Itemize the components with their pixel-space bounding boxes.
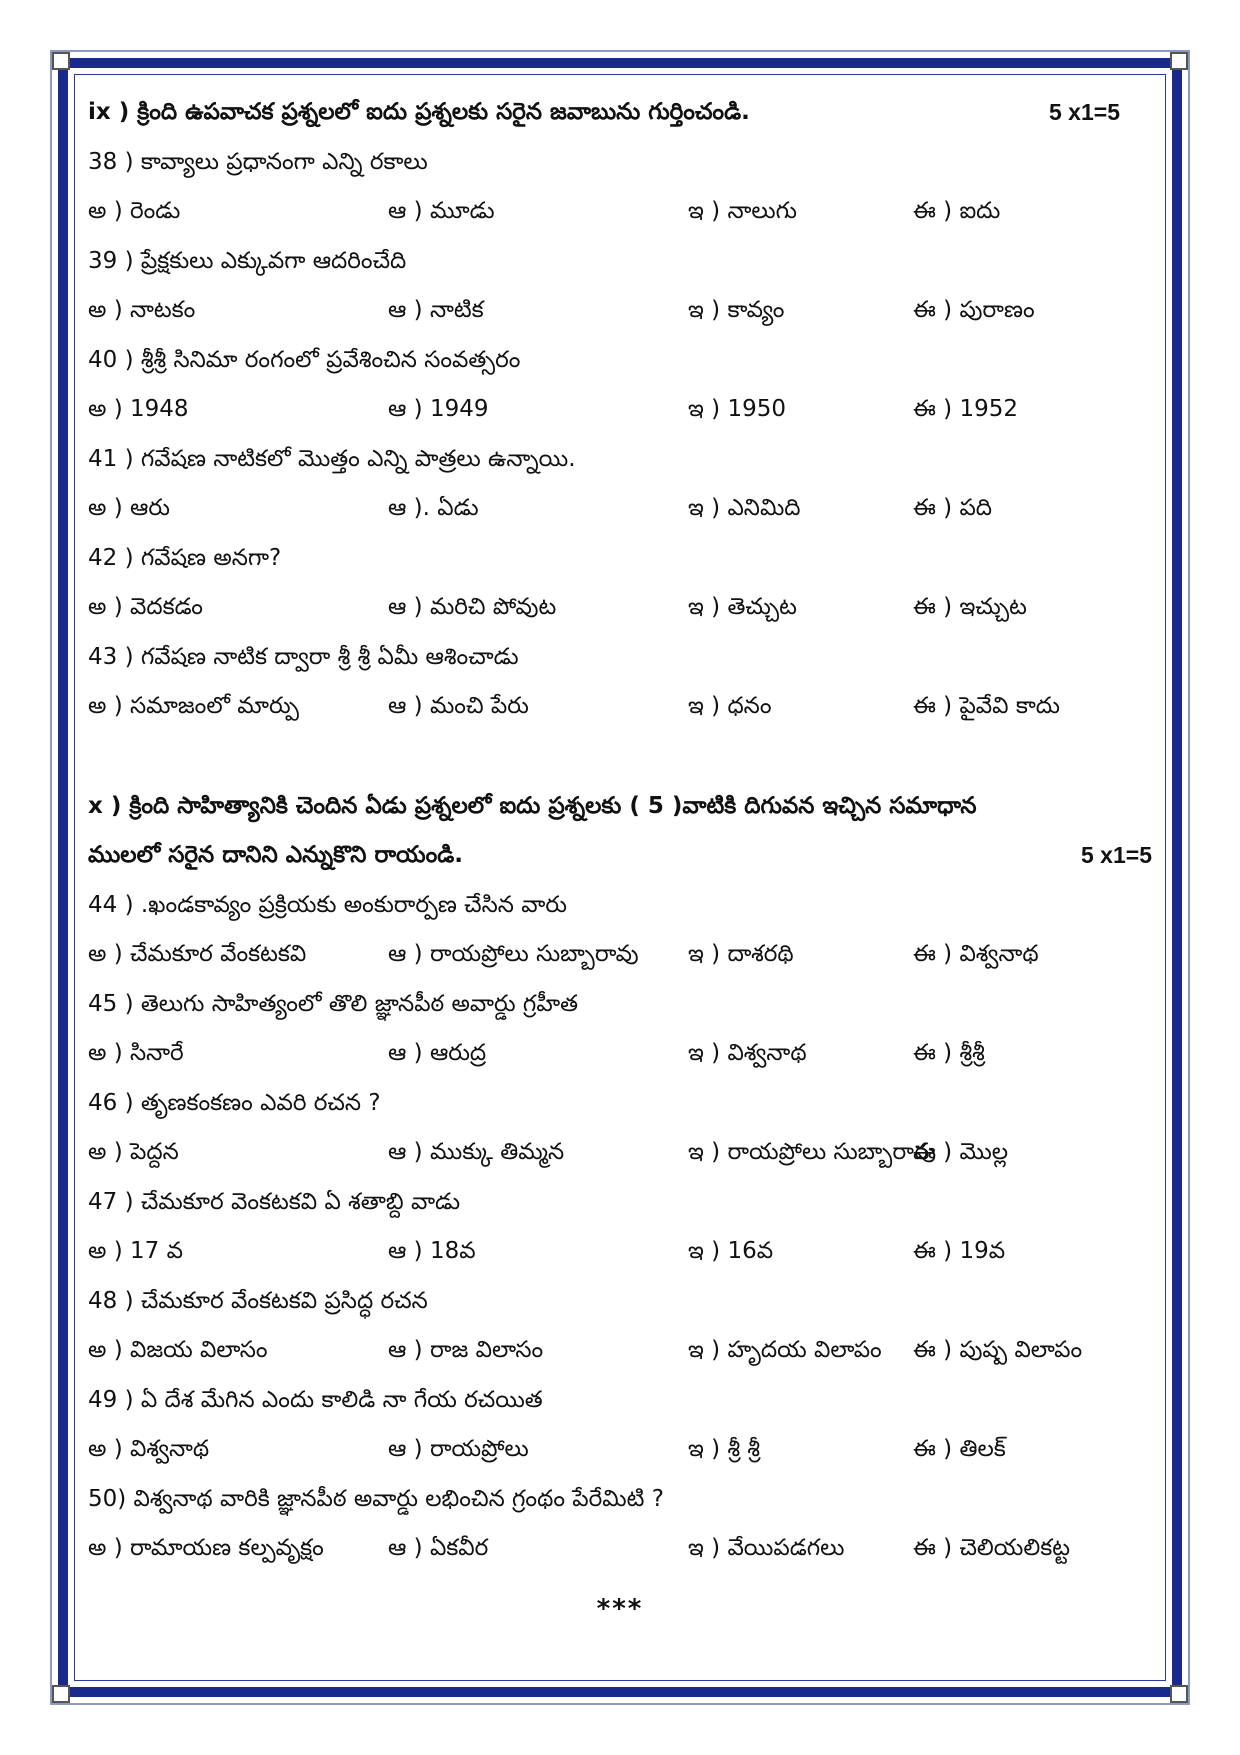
option-4[interactable]: ఈ ) శ్రీశ్రీ (913, 1040, 985, 1066)
option-3[interactable]: ఇ ) ధనం (688, 693, 772, 719)
option-4[interactable]: ఈ ) తిలక్ (913, 1436, 1006, 1462)
option-2[interactable]: ఆ ) మంచి పేరు (388, 693, 529, 719)
options-row (88, 1128, 1152, 1178)
option-3[interactable]: ఇ ) నాలుగు (688, 198, 797, 224)
options-row (88, 1029, 1152, 1079)
option-2[interactable]: ఆ ) 1949 (388, 396, 489, 422)
option-4[interactable]: ఈ ) పురాణం (913, 297, 1035, 323)
option-3[interactable]: ఇ ) హృదయ విలాపం (688, 1337, 882, 1363)
option-2[interactable]: ఆ ) ఆరుద్ర (388, 1040, 487, 1066)
options-row (88, 1425, 1152, 1475)
question-text: 44 ) .ఖండకావ్యం ప్రక్రియకు అంకురార్పణ చేసిన వారు (88, 891, 567, 918)
corner-ornament-top-right (1170, 52, 1188, 70)
option-1[interactable]: అ ) చేమకూర వేంకటకవి (88, 941, 307, 967)
option-4[interactable]: ఈ ) ఇచ్చుట (913, 594, 1027, 620)
option-2[interactable]: ఆ ) ముక్కు తిమ్మన (388, 1139, 565, 1165)
option-3[interactable]: ఇ ) దాశరథి (688, 941, 794, 967)
option-1[interactable]: అ ) సమాజంలో మార్పు (88, 693, 299, 719)
options-row (88, 484, 1152, 534)
option-2[interactable]: ఆ ) రాజ విలాసం (388, 1337, 544, 1363)
question-text: 45 ) తెలుగు సాహిత్యంలో తొలి జ్ఞానపీఠ అవార్డు గ్రహీత (88, 990, 578, 1017)
option-1[interactable]: అ ) విశ్వనాథ (88, 1436, 210, 1462)
options-row (88, 1326, 1152, 1376)
option-3[interactable]: ఇ ) శ్రీ శ్రీ (688, 1436, 761, 1462)
option-2[interactable]: ఆ ) రాయప్రోలు సుబ్బారావు (388, 941, 639, 967)
option-4[interactable]: ఈ ) పైవేవి కాదు (913, 693, 1060, 719)
options-row (88, 1524, 1152, 1574)
question-text: 38 ) కావ్యాలు ప్రధానంగా ఎన్ని రకాలు (88, 148, 428, 175)
option-1[interactable]: అ ) నాటకం (88, 297, 196, 323)
option-4[interactable]: ఈ ) విశ్వనాథ (913, 941, 1039, 967)
option-3[interactable]: ఇ ) తెచ్చుట (688, 594, 797, 620)
options-row (88, 187, 1152, 237)
option-4[interactable]: ఈ ) పుష్ప విలాపం (913, 1337, 1083, 1363)
option-3[interactable]: ఇ ) 1950 (688, 396, 786, 422)
question-text: 41 ) గవేషణ నాటికలో మొత్తం ఎన్ని పాత్రలు ఉన్నాయి. (88, 445, 576, 472)
option-2[interactable]: ఆ ) 18వ (388, 1238, 476, 1264)
section-x-heading-line2: ములలో సరైన దానిని ఎన్నుకొని రాయండి. (88, 842, 464, 868)
option-1[interactable]: అ ) ఆరు (88, 495, 170, 521)
option-1[interactable]: అ ) రామాయణ కల్పవృక్షం (88, 1535, 324, 1561)
option-3[interactable]: ఇ ) విశ్వనాథ (688, 1040, 807, 1066)
option-1[interactable]: అ ) 1948 (88, 396, 189, 422)
corner-ornament-bottom-right (1170, 1685, 1188, 1703)
section-x-heading-row-2 (88, 831, 1152, 881)
question-text: 50) విశ్వనాథ వారికి జ్ఞానపీఠ అవార్డు లభించిన గ్రంథం పేరేమిటి ? (88, 1485, 664, 1512)
option-3[interactable]: ఇ ) 16వ (688, 1238, 774, 1264)
section-gap (88, 732, 1152, 782)
question-text: 40 ) శ్రీశ్రీ సినిమా రంగంలో ప్రవేశించిన సంవత్సరం (88, 346, 521, 373)
section-x-heading-line1: x ) క్రింది సాహిత్యానికి చెందిన ఏడు ప్రశ్నలలో ఐదు ప్రశ్నలకు ( 5 )వాటికి దిగువన ఇచ్చిన సమాధాన (88, 792, 977, 819)
section-ix-heading-row (88, 88, 1152, 138)
option-2[interactable]: ఆ ) రాయప్రోలు (388, 1436, 529, 1462)
option-1[interactable]: అ ) పెద్దన (88, 1139, 179, 1165)
corner-ornament-top-left (52, 52, 70, 70)
question-text: 39 ) ప్రేక్షకులు ఎక్కువగా ఆదరించేది (88, 247, 407, 274)
option-1[interactable]: అ ) సినారే (88, 1040, 184, 1066)
options-row (88, 682, 1152, 732)
option-3[interactable]: ఇ ) వేయిపడగలు (688, 1535, 845, 1561)
option-1[interactable]: అ ) 17 వ (88, 1238, 183, 1264)
section-ix-marks: 5 x1=5 (1049, 99, 1120, 125)
option-2[interactable]: ఆ ) ఏకవీర (388, 1535, 489, 1561)
options-row (88, 930, 1152, 980)
question-text: 47 ) చేమకూర వెంకటకవి ఏ శతాబ్ది వాడు (88, 1188, 461, 1215)
question-text: 46 ) తృణకంకణం ఎవరి రచన ? (88, 1089, 381, 1116)
options-row (88, 286, 1152, 336)
end-stars: *** (596, 1593, 644, 1624)
question-text: 48 ) చేమకూర వేంకటకవి ప్రసిద్ధ రచన (88, 1287, 428, 1314)
section-x-heading-row-1 (88, 782, 1152, 832)
option-4[interactable]: ఈ ) మొల్ల (913, 1139, 1009, 1165)
options-row (88, 1227, 1152, 1277)
option-4[interactable]: ఈ ) ఐదు (913, 198, 1001, 224)
question-text: 43 ) గవేషణ నాటిక ద్వారా శ్రీ శ్రీ ఏమీ ఆశించాడు (88, 643, 519, 670)
options-row (88, 385, 1152, 435)
option-4[interactable]: ఈ ) 1952 (913, 396, 1018, 422)
question-text: 49 ) ఏ దేశ మేగిన ఎందు కాలిడి నా గేయ రచయిత (88, 1386, 543, 1413)
section-x-questions (88, 881, 1152, 1574)
option-3[interactable]: ఇ ) ఎనిమిది (688, 495, 801, 521)
option-2[interactable]: ఆ ) మూడు (388, 198, 495, 224)
option-3[interactable]: ఇ ) కావ్యం (688, 297, 785, 323)
options-row (88, 583, 1152, 633)
option-2[interactable]: ఆ ) మరిచి పోవుట (388, 594, 557, 620)
option-1[interactable]: అ ) రెండు (88, 198, 181, 224)
corner-ornament-bottom-left (52, 1685, 70, 1703)
option-1[interactable]: అ ) వెదకడం (88, 594, 203, 620)
section-ix-questions (88, 138, 1152, 732)
option-2[interactable]: ఆ ). ఏడు (388, 495, 479, 521)
section-ix-heading: ix ) క్రింది ఉపవాచక ప్రశ్నలలో ఐదు ప్రశ్నలకు సరైన జవాబును గుర్తించండి. (88, 99, 750, 125)
option-3[interactable]: ఇ ) రాయప్రోలు సుబ్బారావు (688, 1139, 937, 1165)
option-4[interactable]: ఈ ) చెలియలికట్ట (913, 1535, 1070, 1561)
option-1[interactable]: అ ) విజయ విలాసం (88, 1337, 268, 1363)
option-4[interactable]: ఈ ) 19వ (913, 1238, 1006, 1264)
section-x-marks: 5 x1=5 (1081, 842, 1152, 868)
worksheet-content (88, 88, 1152, 1624)
option-2[interactable]: ఆ ) నాటిక (388, 297, 484, 323)
question-text: 42 ) గవేషణ అనగా? (88, 544, 282, 571)
option-4[interactable]: ఈ ) పది (913, 495, 993, 521)
